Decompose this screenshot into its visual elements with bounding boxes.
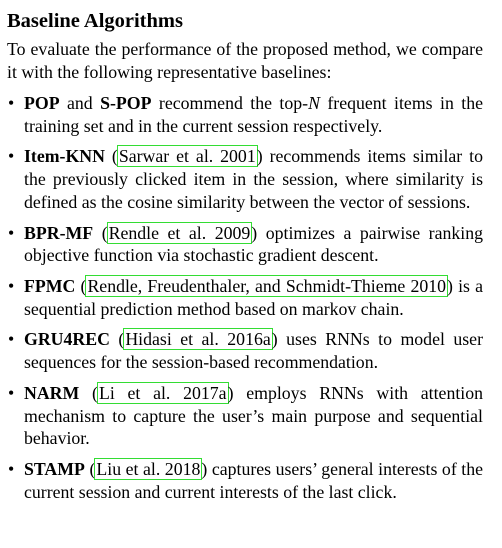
bullet-icon: • (8, 93, 15, 114)
baseline-description: captures users’ general interests of the current session and current interests of the last click. (24, 459, 484, 502)
baseline-description: is a sequential prediction method based on markov chain. (24, 276, 483, 319)
section-title: Baseline Algorithms (7, 10, 183, 32)
baseline-description: frequent items in the training set and in the current session respectively. (24, 93, 483, 136)
baseline-name: Item-KNN (24, 146, 105, 167)
baseline-description: optimizes a pairwise ranking objective function via stochastic gradient descent. (24, 222, 483, 266)
bullet-icon: • (8, 146, 15, 167)
baseline-name: NARM (24, 382, 80, 403)
baseline-name: FPMC (24, 276, 76, 297)
baseline-name: GRU4REC (24, 329, 110, 350)
baseline-description: uses RNNs to model user sequences for the session-based recommendation. (24, 329, 483, 373)
baseline-description: employs RNNs with attention mechanism to capture the user’s main purpose and sequential behavior. (24, 382, 484, 449)
list-item-fpmc: • FPMC (Rendle, Freudenthaler, and Schmidt-Thieme 2010) is a sequential prediction method based on markov chain. (8, 276, 483, 319)
list-item-bprmf: • BPR-MF (Rendle et al. 2009) optimizes a pairwise ranking objective function via stochastic gradient descent. (8, 222, 483, 266)
citation-link[interactable]: Rendle et al. 2009 (108, 222, 251, 243)
list-item-stamp: • STAMP (Liu et al. 2018) captures users’ general interests of the current session and current interests of the last click. (8, 459, 484, 502)
paper-section (7, 8, 483, 504)
bullet-icon: • (8, 459, 15, 480)
baseline-list (7, 92, 483, 504)
baseline-name: STAMP (24, 459, 85, 480)
list-item-narm: • NARM (Li et al. 2017a) employs RNNs with attention mechanism to capture the user’s main purpose and sequential behavior. (8, 382, 484, 449)
citation-link[interactable]: Liu et al. 2018 (96, 459, 201, 480)
baseline-name: S-POP (100, 93, 152, 114)
list-item-pop: • POP and S-POP recommend the top-N frequent items in the training set and in the current session respectively. (8, 93, 483, 136)
baseline-name: BPR-MF (24, 222, 94, 243)
citation-link[interactable]: Hidasi et al. 2016a (125, 329, 271, 350)
section-intro: To evaluate the performance of the proposed method, we compare it with the following representative baselines: (7, 39, 483, 82)
baseline-description: recommends items similar to the previously clicked item in the session, where similarity is defined as the cosine similarity between the vector of sessions. (24, 146, 483, 213)
bullet-icon: • (8, 276, 15, 297)
citation-link[interactable]: Sarwar et al. 2001 (118, 146, 256, 167)
list-item-gru4rec: • GRU4REC (Hidasi et al. 2016a) uses RNNs to model user sequences for the session-based recommendation. (8, 329, 483, 373)
citation-link[interactable]: Li et al. 2017a (98, 382, 227, 403)
bullet-icon: • (8, 222, 15, 243)
list-item-itemknn: • Item-KNN (Sarwar et al. 2001) recommends items similar to the previously clicked item in the session, where similarity is defined as the cosine similarity between the vector of sessions. (8, 146, 483, 213)
baseline-name: POP (24, 93, 60, 114)
citation-link[interactable]: Rendle, Freudenthaler, and Schmidt-Thieme 2010 (87, 276, 447, 297)
bullet-icon: • (8, 329, 15, 350)
math-symbol: N (308, 93, 320, 114)
bullet-icon: • (8, 382, 15, 403)
